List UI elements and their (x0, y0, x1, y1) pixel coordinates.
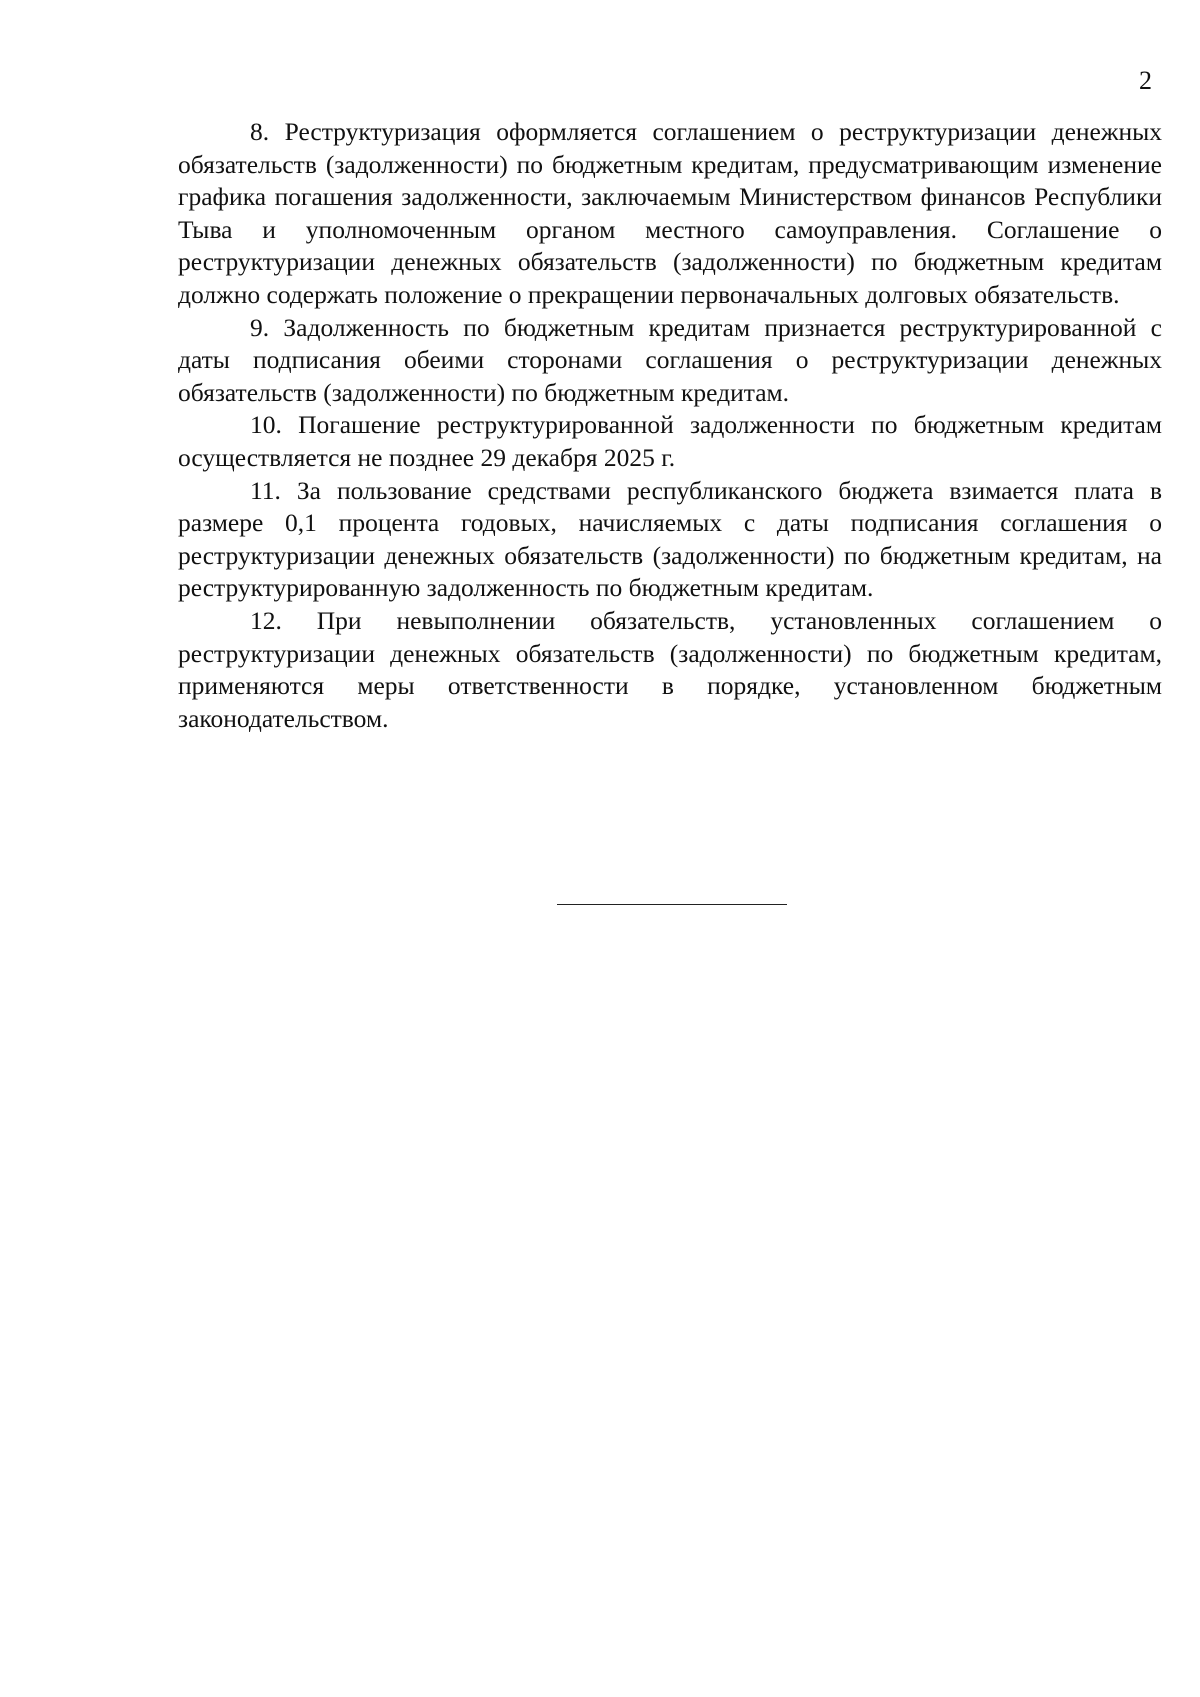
paragraph-8: 8. Реструктуризация оформляется соглашением о реструктуризации денежных обязательств (задолженности) по бюджетным кредитам, предусматривающим изменение графика погашения задолженности, заключаемым Министерством финансов Республики Тыва и уполномоченным органом местного самоуправления. Соглашение о реструктуризации денежных обязательств (задолженности) по бюджетным кредитам должно содержать положение о прекращении первоначальных долговых обязательств. (178, 117, 1162, 309)
page-number: 2 (1139, 66, 1152, 95)
paragraph-9: 9. Задолженность по бюджетным кредитам признается реструктурированной с даты подписания обеими сторонами соглашения о реструктуризации денежных обязательств (задолженности) по бюджетным кредитам. (178, 312, 1162, 407)
paragraph-10: 10. Погашение реструктурированной задолженности по бюджетным кредитам осуществляется не позднее 29 декабря 2025 г. (178, 410, 1162, 472)
paragraph-11: 11. За пользование средствами республиканского бюджета взимается плата в размере 0,1 процента годовых, начисляемых с даты подписания соглашения о реструктуризации денежных обязательств (задолженности) по бюджетным кредитам, на реструктурированную задолженность по бюджетным кредитам. (178, 475, 1162, 603)
end-of-text-divider (557, 904, 787, 905)
document-body (178, 116, 1162, 735)
paragraph-12: 12. При невыполнении обязательств, установленных соглашением о реструктуризации денежных обязательств (задолженности) по бюджетным кредитам, применяются меры ответственности в порядке, установленном бюджетным законодательством. (178, 605, 1162, 733)
